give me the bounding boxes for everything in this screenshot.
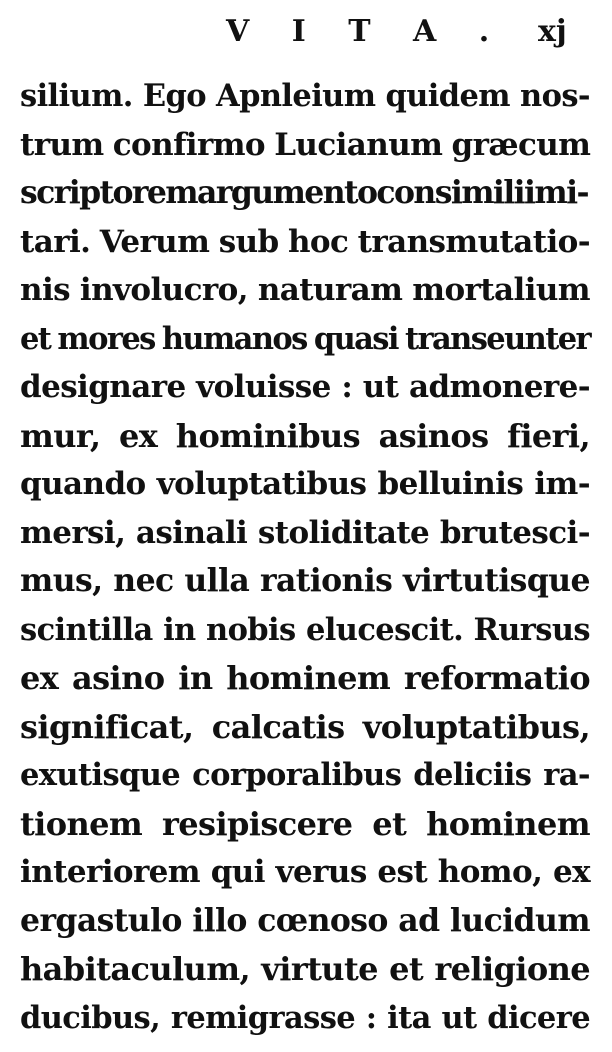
text-line: ducibus, remigrasse : ita ut dicere bbox=[20, 999, 590, 1036]
text-line: silium. Ego Apnleium quidem nos- bbox=[20, 78, 590, 114]
text-line: tionem resipiscere et hominem bbox=[20, 804, 590, 843]
page-number: xj bbox=[538, 14, 567, 49]
text-line: trum confirmo Lucianum græcum bbox=[20, 126, 591, 163]
text-line: mus, nec ulla rationis virtutisque bbox=[20, 562, 590, 599]
body-text bbox=[20, 72, 590, 1042]
text-line: interiorem qui verus est homo, ex bbox=[20, 854, 590, 890]
text-line: significat, calcatis voluptatibus, bbox=[20, 707, 590, 746]
text-line: et mores humanos quasi transeunter bbox=[20, 320, 590, 357]
text-line: habitaculum, virtute et religione bbox=[20, 950, 590, 988]
text-line: designare voluisse : ut admonere- bbox=[20, 369, 590, 405]
text-line: ergastulo illo cœnoso ad lucidum bbox=[20, 901, 590, 939]
text-line: nis involucro, naturam mortalium bbox=[20, 272, 590, 308]
text-line: tari. Verum sub hoc transmutatio- bbox=[20, 223, 590, 260]
running-title: V I T A . bbox=[226, 14, 506, 49]
text-line: mersi, asinali stoliditate brutesci- bbox=[20, 514, 590, 551]
text-line: ex asino in hominem reformatio bbox=[20, 659, 590, 697]
text-line: mur, ex hominibus asinos fieri, bbox=[20, 416, 590, 455]
text-line: quando voluptatibus belluinis im- bbox=[20, 466, 590, 502]
text-line: exutisque corporalibus deliciis ra- bbox=[20, 757, 590, 793]
text-line: scintilla in nobis elucescit. Rursus bbox=[20, 611, 590, 648]
running-head bbox=[0, 10, 612, 54]
text-line: scriptoremargumentoconsimiliimi- bbox=[20, 174, 588, 211]
